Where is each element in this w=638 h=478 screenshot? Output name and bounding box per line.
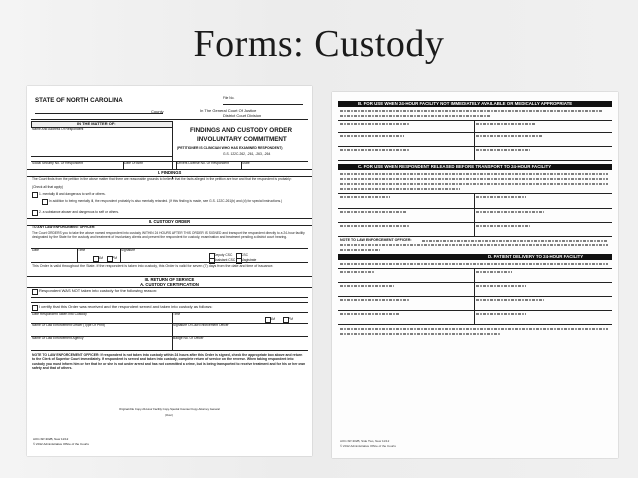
form-number: AOC-SP-302B, New 11/12 (33, 437, 69, 441)
validity-text: This Order is valid throughout the State. If the respondent is taken into custody, this Order is valid for seven (7) days from the date and time of issuance. (32, 264, 274, 268)
pm-label: PM (112, 255, 117, 260)
license-label: Drivers License No. Of Respondent (177, 161, 229, 165)
state-label: State (242, 161, 250, 165)
date-label: Date (32, 248, 39, 252)
option-mentally-ill: 1. mentally ill and dangerous to self or others. (39, 191, 106, 196)
magistrate-label: Magistrate (241, 257, 257, 262)
court-name: In The General Court Of Justice (200, 108, 257, 113)
substance-abuser-checkbox[interactable] (32, 210, 38, 216)
check-instruction: (Check all that apply) (32, 185, 63, 189)
time-taken-label: Time (173, 312, 181, 316)
not-taken-text: Respondent WAS NOT taken into custody for the following reason: (39, 288, 158, 293)
slide-title: Forms: Custody (193, 23, 445, 65)
date-taken-label: Date Respondent Taken Into Custody (32, 312, 87, 316)
section-b-header: B. FOR USE WHEN 24-HOUR FACILITY NOT IMMEDIATELY AVAILABLE OR MEDICALLY APPROPRIATE (358, 101, 573, 106)
option-substance-abuser: 2. a substance abuser and dangerous to self or others. (39, 209, 119, 214)
certify-checkbox[interactable] (32, 305, 38, 311)
form-subtitle: (PETITIONER IS CLINICIAN WHO HAS EXAMINED RESPONDENT) (177, 146, 283, 150)
officer-signature-label: Signature Of Law Enforcement Officer (173, 323, 229, 327)
to-officer-label: TO ANY LAW ENFORCEMENT OFFICER: (32, 225, 96, 229)
county-label: County (151, 109, 164, 114)
findings-text: The Court finds from the petition in the above matter that there are reasonable grounds to believe that the facts alleged in the petition are true and that the respondent is probably: (32, 177, 292, 181)
matter-label: IN THE MATTER OF: (77, 120, 116, 126)
over-label: (Over) (165, 413, 173, 417)
custody-order-text: The Court ORDERS you to take the above named respondent into custody WITHIN 24 HOURS AFTER THIS ORDER IS SIGNED and transport the respondent directly to a 24-hour facility designated by the State for the custody and treatment of involuntary clients and present the respondent for custody, examination and treatment pending a district court hearing. (32, 231, 305, 240)
custody-order-form-back (332, 92, 618, 458)
section-custody-order-header: II. CUSTODY ORDER (148, 219, 191, 224)
badge-label: Badge No. Of Officer (173, 336, 204, 340)
respondent-name-label: Name And Address Of Respondent (32, 127, 84, 131)
dob-label: Date Of Birth (124, 161, 144, 165)
form-title-line1: FINDINGS AND CUSTODY ORDER (190, 127, 293, 134)
mentally-ill-checkbox[interactable] (32, 192, 38, 198)
time-label: Time (78, 248, 86, 252)
signature-label: Signature (121, 248, 136, 252)
agency-name-label: Name Of Law Enforcement Agency (32, 336, 84, 340)
mentally-retarded-checkbox[interactable] (42, 199, 48, 205)
officer-note: NOTE TO LAW ENFORCEMENT OFFICER: If respondent is not taken into custody within 24 hours after this Order is signed, check the appropriate box above and return to the Clerk of Superior Court immediately. If respondent is served and taken into custody, complete return of service on the reverse. When taking respondent into custody you must inform him or her that he or she is not under arrest and has not committed a crime, but is being transported to receive treatment and for his or her own safety and that of others. (32, 353, 306, 370)
am-label: AM (98, 255, 103, 260)
custody-certification-header: A. CUSTODY CERTIFICATION (140, 282, 199, 287)
right-officer-note: NOTE TO LAW ENFORCEMENT OFFICER: (340, 238, 412, 242)
section-c-header: C. FOR USE WHEN RESPONDENT RELEASED BEFORE TRANSPORT TO 24-HOUR FACILITY (358, 164, 552, 169)
statute-reference: G.S. 122C-262, -261, -263, -264 (223, 152, 271, 156)
distribution-copies: Original-File Copy-24-Hour Facility Copy-Special Counsel Copy-Attorney General (119, 407, 220, 411)
deputy-csc-label: Deputy CSC (214, 252, 233, 257)
time-taken-pm-label: PM (288, 316, 293, 321)
section-d-header: D. PATIENT DELIVERY TO 24-HOUR FACILITY (488, 254, 584, 259)
right-copyright: © 2012 Administrative Office of the Courts (340, 444, 396, 448)
copyright: © 2012 Administrative Office of the Courts (33, 442, 89, 446)
assistant-csc-label: Assistant CSC (214, 257, 236, 262)
time-taken-am-label: AM (270, 316, 275, 321)
return-of-service-header: III. RETURN OF SERVICE (144, 277, 195, 282)
officer-name-label: Name Of Law Enforcement Officer (Type Or Print) (32, 323, 105, 327)
right-form-number: AOC-SP-302B, Side Two, New 11/12 (340, 439, 390, 443)
not-taken-checkbox[interactable] (32, 289, 38, 295)
form-title-line2: INVOLUNTARY COMMITMENT (197, 136, 287, 143)
ssn-label: Social Security No. Of Respondent (32, 161, 83, 165)
state-name: STATE OF NORTH CAROLINA (35, 97, 123, 104)
file-no-label: File No. (223, 96, 235, 100)
certify-text: I certify that this Order was received and the respondent served and taken into custody as follows: (39, 304, 213, 309)
custody-order-form-front (27, 86, 312, 456)
option-mentally-retarded: In addition to being mentally ill, the respondent probably is also mentally retarded. (If this finding is made, see G.S. 122C-261(b) and (d) for special instructions.) (49, 198, 283, 203)
csc-label: CSC (241, 252, 248, 257)
section-findings-header: I. FINDINGS (157, 170, 182, 175)
division-name: District Court Division (223, 113, 262, 118)
